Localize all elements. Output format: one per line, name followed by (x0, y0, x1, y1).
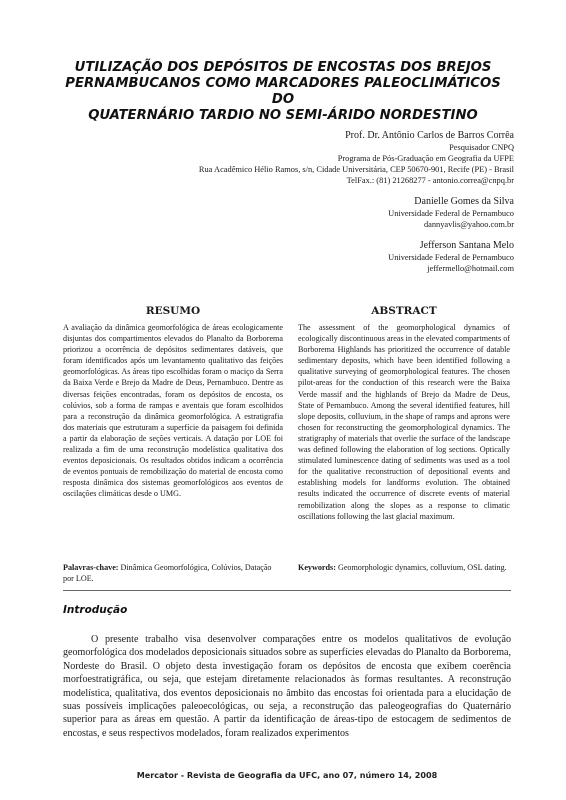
intro-paragraph: O presente trabalho visa desenvolver comparações entre os modelos qualitativos de evolução geomorfológica dos modelados deposicionais situados sobre as superfícies elevadas do Planalto da Borborema, Nordeste do Brasil. O objeto desta investigação foram os depósitos de encosta que exibem coerência morfoestratigráfica, ou seja, que estejam diretamente relacionados às formas resultantes. A reconstrução modelística, qualitativa, dos eventos deposicionais no âmbito das encostas foi orientada para a elucidação de suas possíveis implicações paleoecológicas, ou seja, a reconstrução das paleogeografias do Quaternário superior para as áreas em questão. A partir da identificação de áreas-tipo de estocagem de sedimentos de encostas, e seus respectivos modelados, foram realizados experimentos (63, 634, 511, 739)
resumo-keywords (63, 562, 283, 584)
keywords-value: Dinâmica Geomorfológica, Colúvios, Datação por LOE. (63, 563, 272, 584)
keywords-label: Palavras-chave: (63, 563, 119, 572)
author-email: jeffermello@hotmail.com (427, 264, 514, 273)
author-email: dannyavlis@yahoo.com.br (423, 220, 514, 229)
section-heading: Introdução (63, 604, 128, 616)
abstract-keywords (298, 562, 510, 573)
author-name: Prof. Dr. Antônio Carlos de Barros Corrêa (345, 130, 514, 141)
resumo-column (63, 322, 283, 500)
article-title (60, 60, 506, 124)
keywords-label: Keywords: (298, 563, 336, 572)
author-address: Rua Acadêmico Hélio Ramos, s/n, Cidade Universitária, CEP 50670-901, Recife (PE) - Brasil (198, 165, 514, 174)
resumo-text: A avaliação da dinâmica geomorfológica de áreas ecologicamente disjuntas dos compartimentos elevados do Planalto da Borborema priorizou a ocorrência de depósitos sedimentares datáveis, que foram identificados após um levantamento qualitativo das feições geomorfológicas. As áreas tipo escolhidas foram o maciço da Serra da Baixa Verde e Brejo da Madre de Deus, Pernambuco. Dentre as diversas feições encontradas, foram os depósitos de encosta, os colúvios, sob a forma de rampas e aventais que foram escolhidos para a reconstrução da dinâmica geomorfológica. A estratigrafia dos materiais que estruturam a superfície da paisagem foi definida a partir da elaboração de seções verticais. A datação por LOE foi realizada a fim de uma reconstrução modelística qualitativa dos eventos deposicionais. Os resultados obtidos indicam a ocorrência de eventos pontuais de remobilização do material de encosta como resposta dinâmica dos sistemas geomorfológicos aos eventos de oscilações climáticas desde o UMG. (63, 323, 283, 499)
page-footer: Mercator - Revista de Geografia da UFC, ano 07, número 14, 2008 (136, 770, 438, 780)
author-affiliation: Programa de Pós-Graduação em Geografia da UFPE (337, 154, 514, 163)
author-name: Jefferson Santana Melo (419, 240, 514, 251)
author-block (94, 130, 514, 274)
keywords-value: Geomorphologic dynamics, colluvium, OSL dating. (335, 563, 507, 572)
author-affiliation: Universidade Federal de Pernambuco (388, 253, 514, 262)
resumo-heading: RESUMO (145, 305, 201, 317)
section-divider (63, 590, 511, 591)
author-affiliation: Universidade Federal de Pernambuco (388, 209, 514, 218)
author-contact: TelFax.: (81) 21268277 - antonio.correa@cnpq.br (346, 176, 514, 185)
title-line-3: QUATERNÁRIO TARDIO NO SEMI-ÁRIDO NORDESTINO (88, 108, 478, 123)
abstract-text: The assessment of the geomorphological dynamics of ecologically discontinuous areas in the elevated compartments of Borborema Highlands has prioritized the occurrence of datable sedimentary deposits, which have been identified following a qualitative surveying of geomorphological features. The chosen pilot-areas for the conduction of this research were the Baixa Verde massif and the highlands of Brejo da Madre de Deus, State of Pernambuco. Among the several identified features, hill slope deposits, colluvium, in the shape of ramps and aprons were chosen for reconstructing the geomorphological dynamics. The stratigraphy of materials that overlie the surface of the landscape was defined following the elaboration of log sections. Optically stimulated luminescence dating of sediments was used as a tool for the qualitative reconstruction of depositional events and establishing models for landforms evolution. The obtained results indicated the occurrence of discrete events of material remobilization along the slopes as a response to climatic oscillations following the last glacial maximum. (298, 323, 510, 521)
author-name: Danielle Gomes da Silva (414, 196, 514, 207)
title-line-2: PERNAMBUCANOS COMO MARCADORES PALEOCLIMÁTICOS DO (65, 76, 501, 107)
abstract-heading: ABSTRACT (371, 305, 437, 317)
abstract-column (298, 322, 510, 522)
author-affiliation: Pesquisador CNPQ (449, 143, 514, 152)
title-line-1: UTILIZAÇÃO DOS DEPÓSITOS DE ENCOSTAS DOS BREJOS (74, 60, 492, 75)
